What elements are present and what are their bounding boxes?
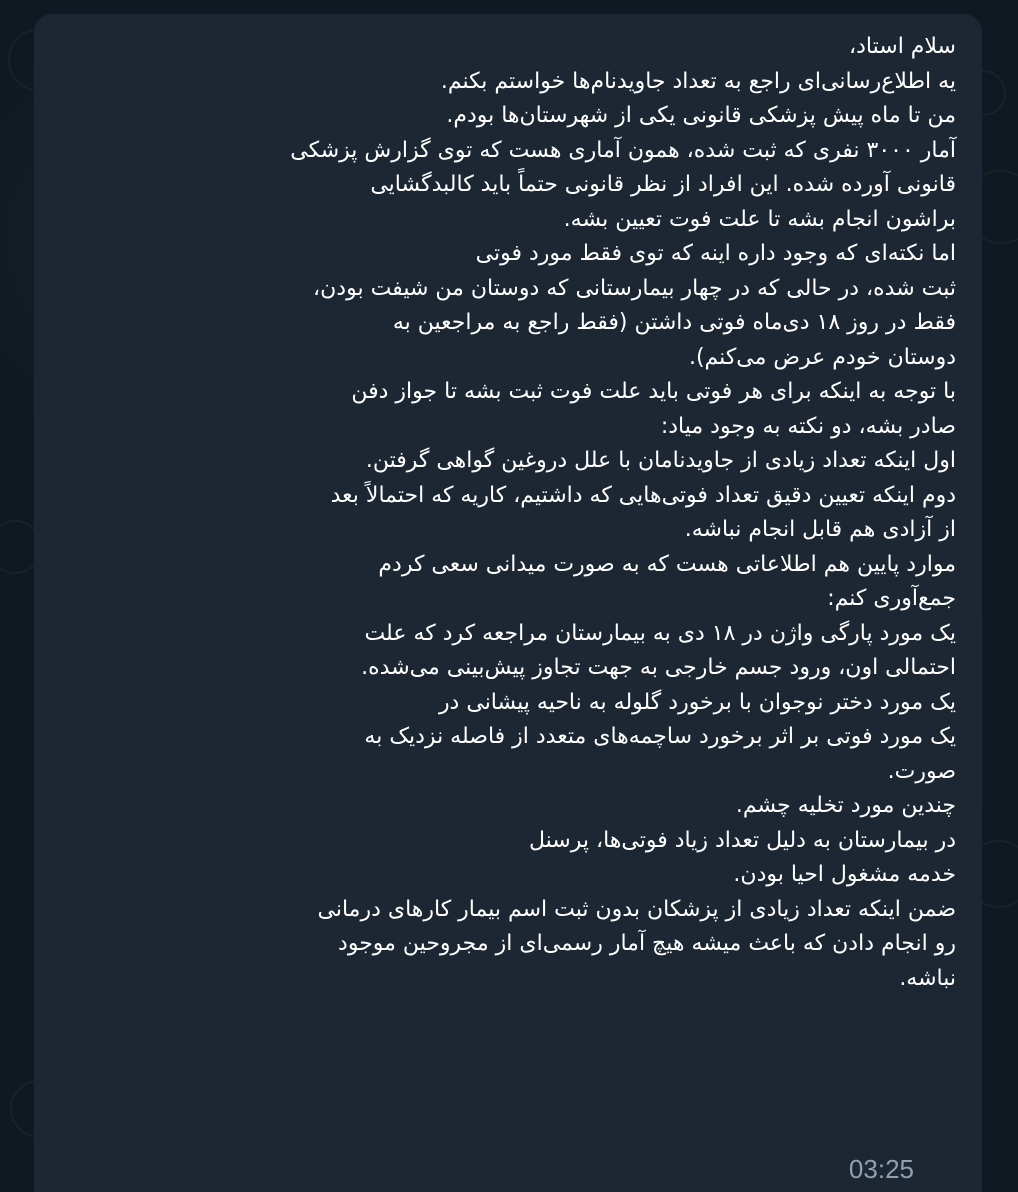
message-line: دوم اینکه تعیین دقیق تعداد فوتی‌هایی که داشتیم، کاریه که احتمالاً بعد <box>330 482 956 508</box>
message-line: یک مورد پارگی واژن در ۱۸ دی به بیمارستان مراجعه کرد که علت <box>364 620 956 646</box>
message-line: ضمن اینکه تعداد زیادی از پزشکان بدون ثبت اسم بیمار کارهای درمانی <box>317 896 956 922</box>
message-line: یک مورد فوتی بر اثر برخورد ساچمه‌های متعدد از فاصله نزدیک به <box>364 724 956 749</box>
message-line: صورت. <box>887 758 956 784</box>
message-line: رو انجام دادن که باعث میشه هیچ آمار رسمی‌ای از مجروحین موجود <box>338 931 956 956</box>
message-line: ثبت شده، در حالی که در چهار بیمارستانی که دوستان من شیفت بودن، <box>313 275 956 301</box>
message-line: جمع‌آوری کنم: <box>827 586 956 611</box>
message-line: نباشه. <box>899 965 956 991</box>
message-line: اول اینکه تعداد زیادی از جاویدنامان با علل دروغین گواهی گرفتن. <box>365 448 956 473</box>
message-line: سلام استاد، <box>849 34 956 59</box>
message-line: صادر بشه، دو نکته به وجود میاد: <box>660 413 956 439</box>
message-line: در بیمارستان به دلیل تعداد زیاد فوتی‌ها، پرسنل <box>528 827 956 853</box>
message-line: یه اطلاع‌رسانی‌ای راجع به تعداد جاویدنام‌ها خواستم بکنم. <box>440 68 956 94</box>
message-line: قانونی آورده شده. این افراد از نظر قانونی حتماً باید کالبدگشایی <box>370 172 956 197</box>
message-timestamp: 03:25 <box>848 1154 914 1184</box>
message-line: اما نکته‌ای که وجود داره اینه که توی فقط مورد فوتی <box>475 241 956 266</box>
message-line: چندین مورد تخلیه چشم. <box>735 793 956 818</box>
message-line: دوستان خودم عرض می‌کنم). <box>688 344 956 370</box>
message-line: از آزادی هم قابل انجام نباشه. <box>684 517 956 542</box>
message-line: یک مورد دختر نوجوان با برخورد گلوله به ناحیه پیشانی در <box>438 689 956 715</box>
message-line: براشون انجام بشه تا علت فوت تعیین بشه. <box>563 206 956 232</box>
message-line: فقط در روز ۱۸ دی‌ماه فوتی داشتن (فقط راجع به مراجعین به <box>392 310 956 335</box>
message-line: موارد پایین هم اطلاعاتی هست که به صورت میدانی سعی کردم <box>378 551 956 577</box>
message-line: با توجه به اینکه برای هر فوتی باید علت فوت ثبت بشه تا جواز دفن <box>351 379 956 404</box>
message-text <box>58 30 956 996</box>
message-line: احتمالی اون، ورود جسم خارجی به جهت تجاوز پیش‌بینی می‌شده. <box>361 655 956 680</box>
message-line: من تا ماه پیش پزشکی قانونی یکی از شهرستان‌ها بودم. <box>446 103 956 128</box>
message-line: آمار ۳۰۰۰ نفری که ثبت شده، همون آماری هست که توی گزارش پزشکی <box>290 137 956 163</box>
message-bubble[interactable] <box>34 14 982 1192</box>
message-line: خدمه مشغول احیا بودن. <box>733 862 956 887</box>
